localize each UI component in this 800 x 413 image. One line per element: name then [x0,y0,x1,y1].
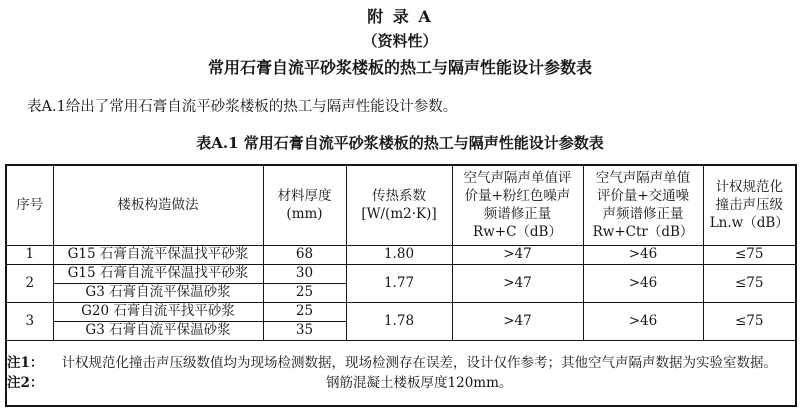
cell-lnw: ≤75 [703,264,796,302]
header-lnw [703,165,796,245]
cell-heat: 1.77 [346,264,452,302]
cell-rwctr: >46 [583,302,703,340]
notes-row [6,340,796,406]
note-2-text: 钢筋混凝土楼板厚度120mm。 [326,374,513,391]
table-row [6,264,796,283]
params-table [5,164,797,407]
cell-heat: 1.78 [346,302,452,340]
cell-construction: G3 石膏自流平保温砂浆 [53,321,263,340]
note-2-label: 注2： [7,374,44,391]
notes-cell [6,340,796,406]
cell-thickness: 68 [263,245,346,264]
cell-no: 1 [6,245,53,264]
cell-construction: G15 石膏自流平保温找平砂浆 [53,245,263,264]
header-rwctr-line3: 声频谱修正量 [602,206,684,223]
appendix-label: 附 录 A [367,7,433,26]
header-rwc-line1: 空气声隔声单值评 [463,170,572,187]
intro-paragraph: 表A.1给出了常用石膏自流平砂浆楼板的热工与隔声性能设计参数。 [27,99,458,115]
note-2 [7,373,795,393]
cell-thickness: 35 [263,321,346,340]
cell-rwctr: >46 [583,245,703,264]
header-rwc-line3: 频谱修正量 [483,206,552,223]
header-rwctr-line4: Rw+Ctr（dB） [592,224,694,241]
header-lnw-line2: 撞击声压级 [715,197,783,214]
header-lnw-line1: 计权规范化 [715,179,783,196]
cell-thickness: 25 [263,302,346,321]
header-thickness [263,165,346,245]
note-1-text: 计权规范化撞击声压级数值均为现场检测数据，现场检测存在误差，设计仅作参考；其他空气声隔声数据为实验室数据。 [61,354,777,371]
cell-rwc: >47 [452,264,583,302]
header-thickness-line2: (mm) [286,206,323,223]
header-rwc-line4: Rw+C（dB） [473,224,562,241]
cell-no: 3 [6,302,53,340]
header-heat-line2: [W/(m2·K)] [361,206,437,223]
header-row [6,165,796,245]
cell-no: 2 [6,264,53,302]
cell-rwc: >47 [452,302,583,340]
header-rwctr-line2: 评价量+交通噪 [596,188,690,205]
header-lnw-line3: Ln.w（dB） [709,215,789,232]
header-heat-line1: 传热系数 [372,188,426,205]
cell-lnw: ≤75 [703,302,796,340]
header-rwctr [583,165,703,245]
table-row [6,245,796,264]
cell-rwc: >47 [452,245,583,264]
cell-thickness: 30 [263,264,346,283]
cell-construction: G3 石膏自流平保温砂浆 [53,283,263,302]
header-rwc-line2: 价量+粉红色噪声 [464,188,571,205]
cell-lnw: ≤75 [703,245,796,264]
cell-thickness: 25 [263,283,346,302]
cell-heat: 1.80 [346,245,452,264]
cell-construction: G15 石膏自流平保温找平砂浆 [53,264,263,283]
appendix-title: 常用石膏自流平砂浆楼板的热工与隔声性能设计参数表 [207,58,592,77]
cell-construction: G20 石膏自流平找平砂浆 [53,302,263,321]
header-heat-transfer [346,165,452,245]
header-thickness-line1: 材料厚度 [277,188,332,205]
header-no: 序号 [6,165,53,245]
cell-rwctr: >46 [583,264,703,302]
header-rwctr-line1: 空气声隔声单值 [595,170,691,187]
table-row [6,302,796,321]
table-caption: 表A.1 常用石膏自流平砂浆楼板的热工与隔声性能设计参数表 [196,134,604,152]
header-rwc [452,165,583,245]
note-1 [7,353,795,373]
note-1-label: 注1： [7,354,44,371]
header-construction: 楼板构造做法 [53,165,263,245]
appendix-type: （资料性） [362,32,438,50]
